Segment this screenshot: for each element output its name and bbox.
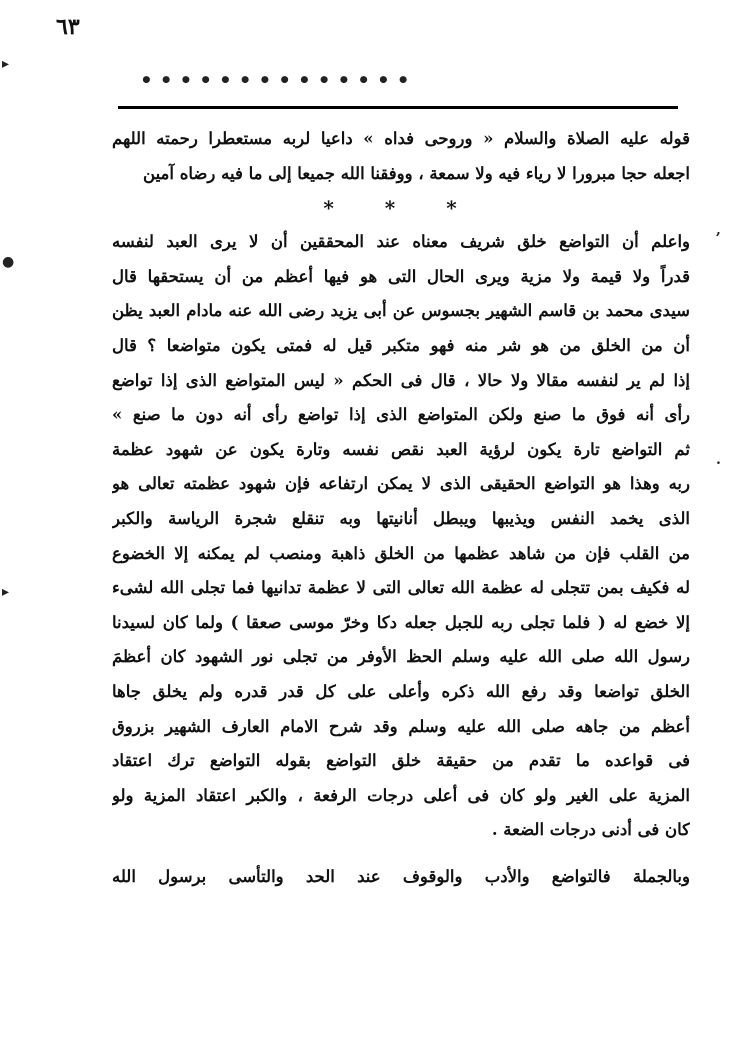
decorative-dots: • • • • • • • • • • • • • • <box>140 68 410 92</box>
text-line: أعظم من جاهه صلى الله عليه وسلم وقد شرح الامام العارف الشهير بزروق <box>112 716 690 736</box>
page-body <box>112 122 690 894</box>
text-line: قوله عليه الصلاة والسلام « وروحى فداه » داعيا لربه مستعطرا رحمته اللهم <box>112 129 690 148</box>
left-margin-mark: ▸ <box>2 584 10 600</box>
header-rule <box>118 106 678 109</box>
text-line: إلا خضع له ( فلما تجلى ربه للجبل جعله دكا وخرّ موسى صعقا ) ولما كان لسيدنا <box>112 612 690 632</box>
text-line: سيدى محمد بن قاسم الشهير بجسوس عن أبى يزيد رضى الله عنه مادام العبد يظن <box>112 301 690 321</box>
left-margin-mark: ▸ <box>2 56 10 72</box>
text-line: كان فى أدنى درجات الضعة . <box>491 820 690 840</box>
text-line: له فكيف بمن تتجلى له عظمة الله تعالى التى لا عظمة تدانيها فما تجلى الله لشىء <box>112 578 690 598</box>
text-line: قدراً ولا قيمة ولا مزية ويرى الحال التى هو فيها أعظم من أن يستحقها قال <box>112 266 690 286</box>
text-line: اجعله حجا مبرورا لا رياء فيه ولا سمعة ، ووفقنا الله جميعا إلى ما فيه رضاه آمين <box>143 163 690 183</box>
text-line: أن من الخلق من هو شر منه فهو متكبر قيل له فمتى يكون متواضعا ؟ قال <box>112 335 690 355</box>
text-line: وبالجملة فالتواضع والأدب والوقوف عند الحد والتأسى برسول الله <box>112 866 690 886</box>
text-line: من القلب فإن من شاهد عظمها من الخلق ذاهبة ومنصب لم يمكنه إلا الخضوع <box>112 543 690 563</box>
text-line: واعلم أن التواضع خلق شريف معناه عند المحققين أن لا يرى العبد لنفسه <box>112 232 690 252</box>
text-line: فى قواعده ما تقدم من حقيقة خلق التواضع بقوله التواضع ترك اعتقاد <box>112 751 690 771</box>
right-margin-mark: , <box>716 222 721 238</box>
text-line: الخلق تواضعا وقد رفع الله ذكره وأعلى على كل قدر قدره ولم يخلق جاها <box>112 681 690 701</box>
section-separator: * * * <box>323 196 479 221</box>
right-margin-mark: . <box>716 452 721 468</box>
text-line: المزية على الغير ولو كان فى أعلى درجات الرفعة ، والكبر اعتقاد المزية ولو <box>112 785 690 805</box>
text-line: ثم التواضع تارة يكون لرؤية العبد نقص نفسه وتارة يكون عن شهود عظمة <box>112 439 690 459</box>
text-line: رسول الله صلى الله عليه وسلم الحظ الأوفر من تجلى نور الشهود كان أعظمَ <box>112 647 690 667</box>
text-line: ربه وهذا هو التواضع الحقيقى الذى لا يمكن ارتفاعه فإن شهود عظمته تعالى هو <box>112 474 690 494</box>
paragraph-gap <box>112 848 690 860</box>
text-line: الذى يخمد النفس ويذيبها ويبطل أنانيتها وبه تنقلع شجرة الرياسة والكبر <box>112 508 690 528</box>
text-line: إذا لم ير لنفسه مقالا ولا حالا ، قال فى الحكم « ليس المتواضع الذى إذا تواضع <box>112 370 690 390</box>
page-number: ٦٣ <box>56 14 80 40</box>
text-line: رأى أنه فوق ما صنع ولكن المتواضع الذى إذا تواضع رأى أنه دون ما صنع » <box>112 405 690 425</box>
left-margin-mark: ● <box>2 254 15 270</box>
